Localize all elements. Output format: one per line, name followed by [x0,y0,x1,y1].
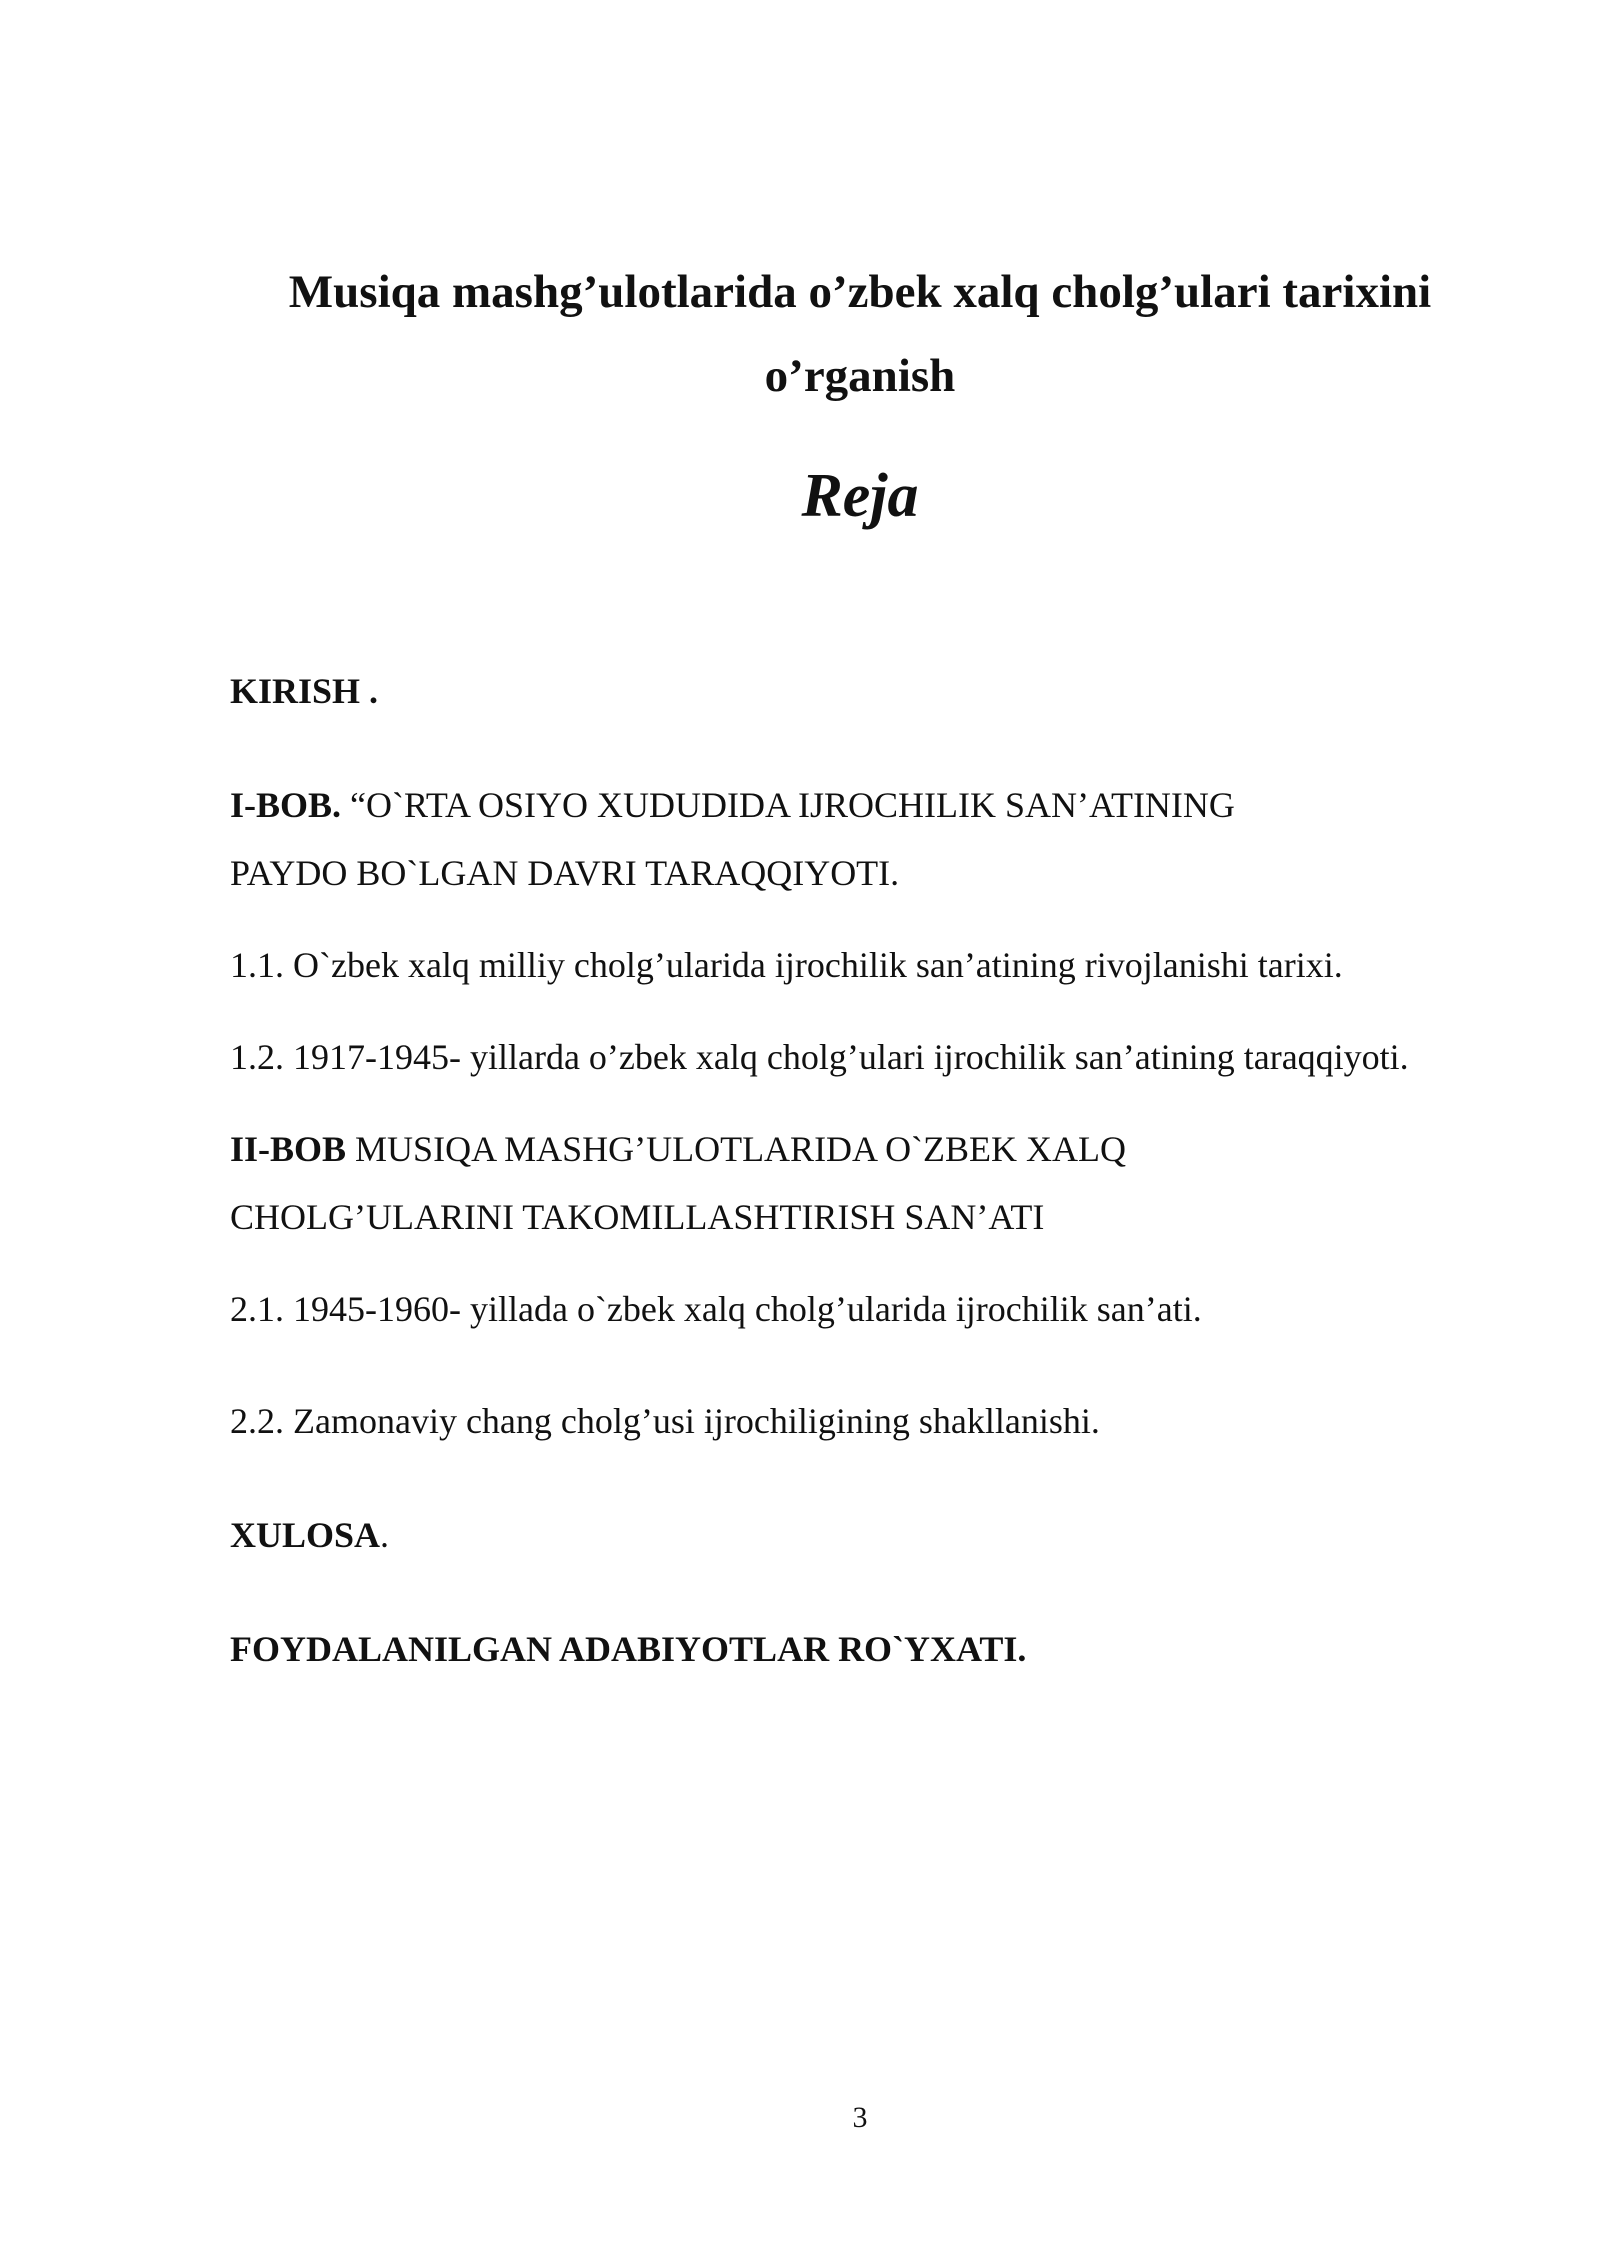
chapter2-title-text: MUSIQA MASHG’ULOTLARIDA O`ZBEK XALQ [346,1129,1127,1169]
document-title-line-2: o’rganish [764,350,956,402]
references-heading: FOYDALANILGAN ADABIYOTLAR RO`YXATI. [230,1629,1027,1669]
page-number: 3 [852,2101,868,2134]
section-2-2: 2.2. Zamonaviy chang cholg’usi ijrochiligining shakllanishi. [230,1401,1100,1441]
conclusion-dot: . [380,1515,390,1555]
document-title-line-1: Musiqa mashg’ulotlarida o’zbek xalq cholg’ulari tarixini [288,266,1432,318]
chapter1-title-line-1 [230,782,1235,828]
chapter1-title-line-2: PAYDO BO`LGAN DAVRI TARAQQIYOTI. [230,853,900,893]
plan-heading: Reja [801,462,919,530]
chapter1-label: I-BOB. [230,785,342,825]
intro-heading: KIRISH . [230,671,379,711]
chapter1-title-text: “O`RTA OSIYO XUDUDIDA IJROCHILIK SAN’ATINING [341,785,1235,825]
chapter2-label: II-BOB [230,1129,347,1169]
section-2-1: 2.1. 1945-1960- yillada o`zbek xalq cholg’ularida ijrochilik san’ati. [230,1289,1202,1329]
section-1-1: 1.1. O`zbek xalq milliy cholg’ularida ijrochilik san’atining rivojlanishi tarixi. [230,945,1343,985]
chapter2-title-line-2: CHOLG’ULARINI TAKOMILLASHTIRISH SAN’ATI [230,1197,1045,1237]
conclusion-label: XULOSA [230,1515,381,1555]
section-1-2: 1.2. 1917-1945- yillarda o’zbek xalq cholg’ulari ijrochilik san’atining taraqqiyoti. [230,1037,1409,1077]
chapter2-title-line-1 [230,1126,1126,1172]
conclusion-heading [230,1512,389,1558]
